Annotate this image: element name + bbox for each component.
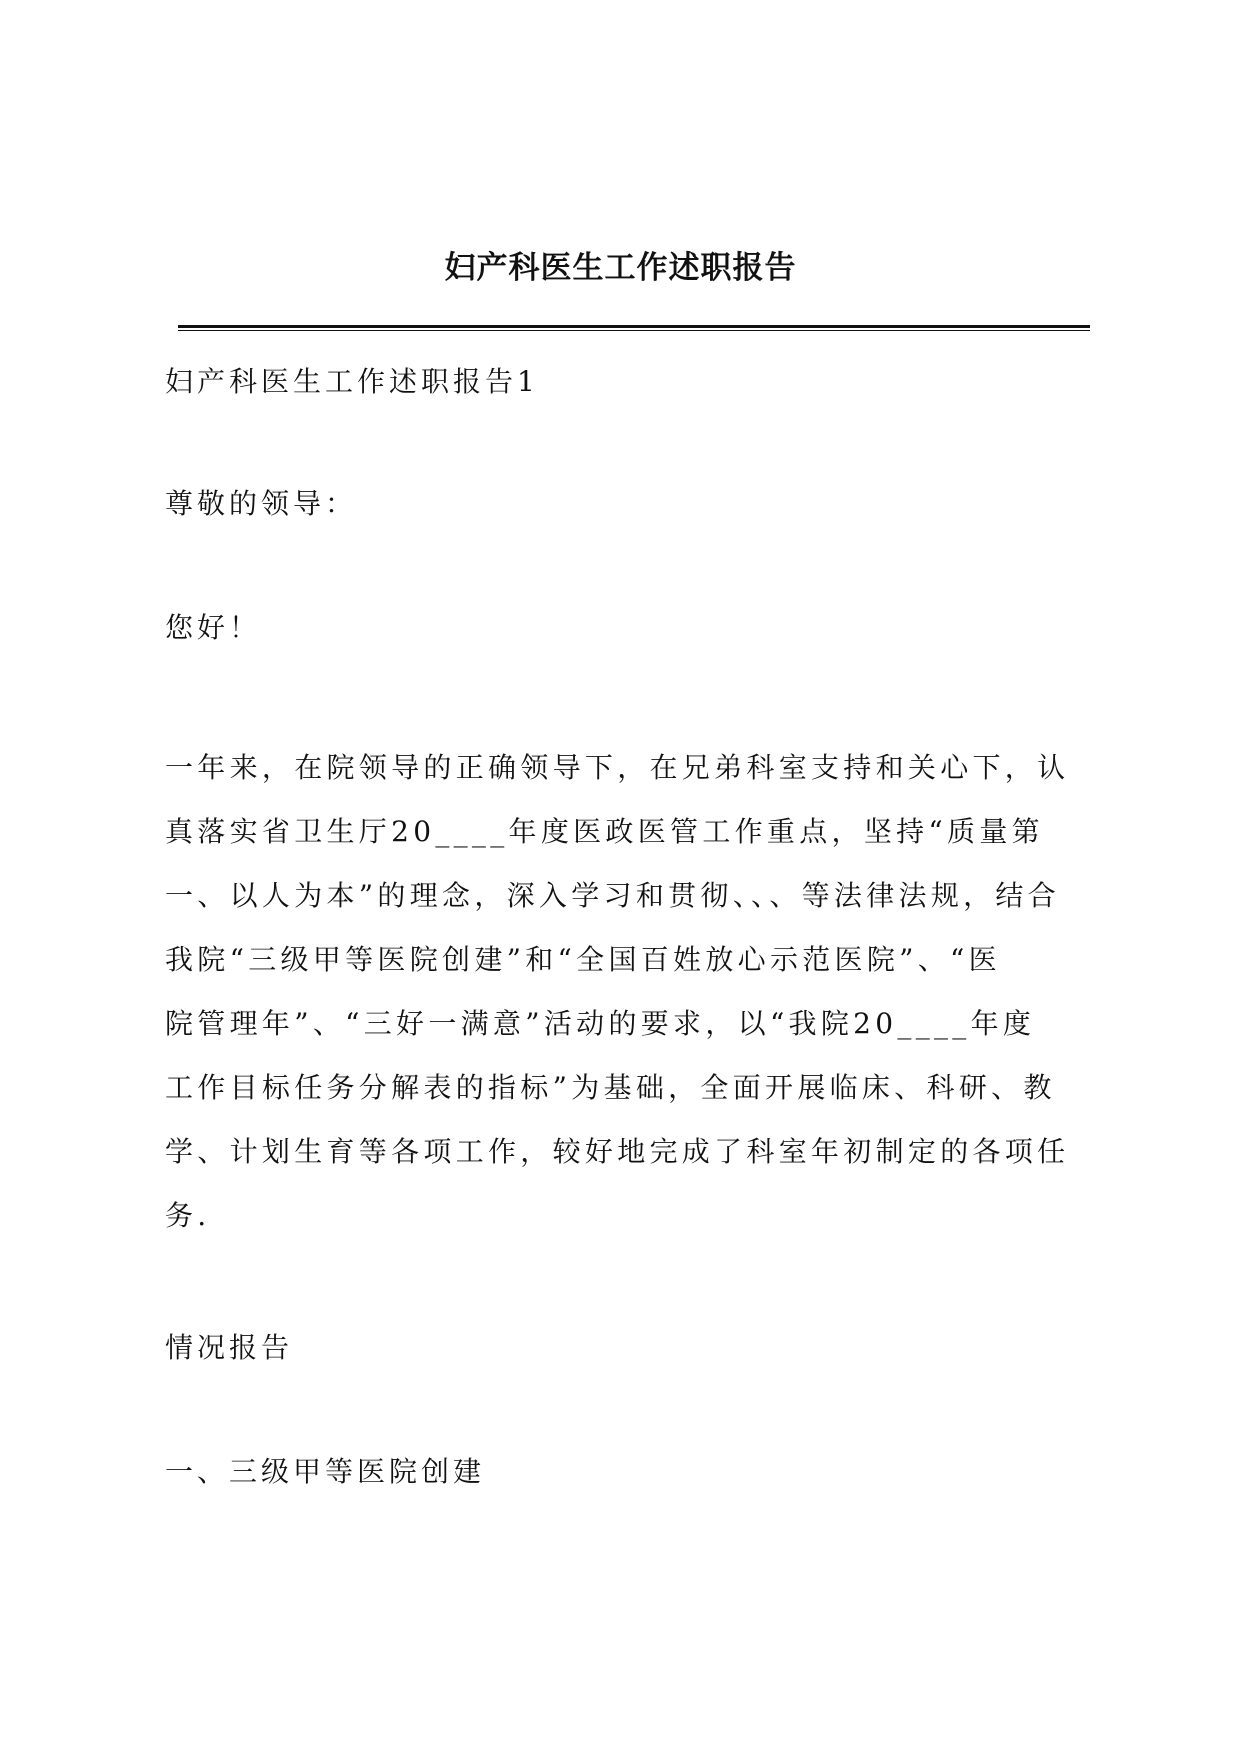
body-paragraph bbox=[165, 736, 1085, 1248]
paragraph-line: 我院“三级甲等医院创建”和“全国百姓放心示范医院”、“医 bbox=[165, 943, 1001, 976]
section-heading: 情况报告 bbox=[165, 1331, 294, 1364]
report-subtitle: 妇产科医生工作述职报告1 bbox=[165, 365, 539, 398]
document-title: 妇产科医生工作述职报告 bbox=[444, 250, 797, 286]
paragraph-line: 学、计划生育等各项工作，较好地完成了科室年初制定的各项任 bbox=[165, 1135, 1070, 1168]
paragraph-line: 工作目标任务分解表的指标”为基础，全面开展临床、科研、教 bbox=[165, 1071, 1056, 1104]
salutation: 尊敬的领导： bbox=[165, 487, 358, 520]
title-double-rule bbox=[178, 325, 1090, 331]
subsection-heading: 一、三级甲等医院创建 bbox=[165, 1455, 486, 1488]
paragraph-line: 院管理年”、“三好一满意”活动的要求，以“我院20____年度 bbox=[165, 1007, 1036, 1040]
paragraph-line: 务. bbox=[165, 1199, 211, 1232]
paragraph-line: 真落实省卫生厅20____年度医政医管工作重点，坚持“质量第 bbox=[165, 815, 1044, 848]
paragraph-line: 一、以人为本”的理念，深入学习和贯彻、、、等法律法规，结合 bbox=[165, 879, 1061, 912]
paragraph-line: 一年来，在院领导的正确领导下，在兄弟科室支持和关心下，认 bbox=[165, 751, 1070, 784]
greeting: 您好！ bbox=[165, 611, 262, 644]
